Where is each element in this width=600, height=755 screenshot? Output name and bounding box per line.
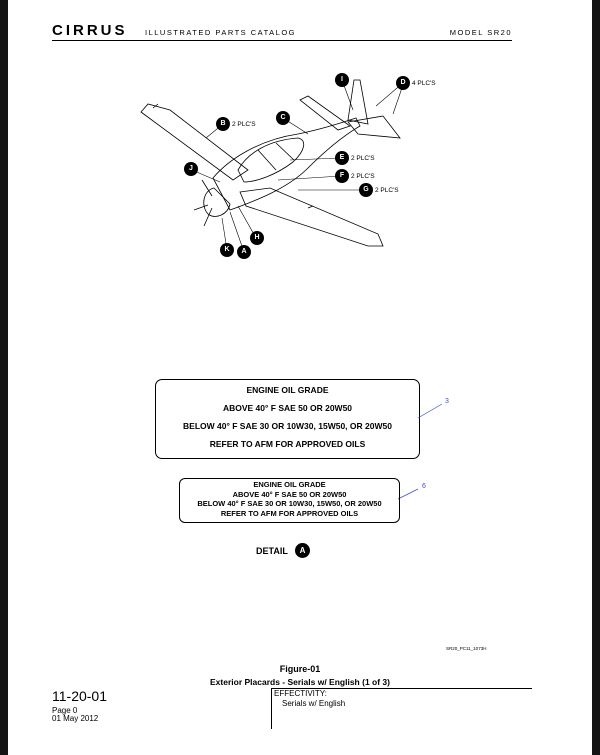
catalog-page xyxy=(8,0,592,755)
placard-large-line-3: BELOW 40° F SAE 30 OR 10W30, 15W50, OR 20W50 xyxy=(183,421,392,431)
placard-large-line-1: ENGINE OIL GRADE xyxy=(246,385,329,395)
callout-e: E xyxy=(335,151,349,165)
placard-large-line-4: REFER TO AFM FOR APPROVED OILS xyxy=(209,439,366,449)
callout-k: K xyxy=(220,243,234,257)
revision-date: 01 May 2012 xyxy=(52,714,99,723)
figure-title: Figure-01 xyxy=(279,664,321,674)
callout-f-qty: 2 PLC'S xyxy=(351,173,375,180)
placard-large-ref: 3 xyxy=(445,398,449,405)
oil-grade-placard-small xyxy=(179,478,400,523)
effectivity-label: EFFECTIVITY: xyxy=(274,689,327,698)
callout-c: C xyxy=(276,111,290,125)
detail-callout-a: A xyxy=(295,543,310,558)
callout-d-qty: 4 PLC'S xyxy=(412,80,436,87)
placard-small-line-1: ENGINE OIL GRADE xyxy=(253,480,326,489)
callout-g: G xyxy=(359,183,373,197)
detail-label: DETAIL xyxy=(256,546,288,556)
callout-g-qty: 2 PLC'S xyxy=(375,187,399,194)
callout-i: I xyxy=(335,73,349,87)
brand-name: CIRRUS xyxy=(52,22,128,39)
catalog-title: ILLUSTRATED PARTS CATALOG xyxy=(145,28,296,37)
effectivity-value: Serials w/ English xyxy=(282,699,346,708)
figure-subtitle: Exterior Placards - Serials w/ English (1 of 3) xyxy=(210,677,390,687)
left-border xyxy=(0,0,8,755)
placard-small-line-2: ABOVE 40° F SAE 50 OR 20W50 xyxy=(232,489,347,499)
placard-small-line-3: BELOW 40° F SAE 30 OR 10W30, 15W50, OR 20W50 xyxy=(197,499,382,508)
drawing-number: SR20_PC11_1073H xyxy=(446,646,487,651)
callout-f: F xyxy=(335,169,349,183)
effectivity-box xyxy=(271,688,532,729)
callout-d: D xyxy=(396,76,410,90)
callout-j: J xyxy=(184,162,198,176)
callout-h: H xyxy=(250,231,264,245)
page-number: Page 0 xyxy=(52,706,78,715)
callout-b: B xyxy=(216,117,230,131)
callout-b-qty: 2 PLC'S xyxy=(232,121,256,128)
model-label: MODEL SR20 xyxy=(449,28,512,37)
section-number: 11-20-01 xyxy=(52,688,108,704)
placard-large-line-2: ABOVE 40° F SAE 50 OR 20W50 xyxy=(222,403,353,413)
callout-e-qty: 2 PLC'S xyxy=(351,155,375,162)
right-border xyxy=(592,0,600,755)
reference-leaders xyxy=(8,0,592,755)
callout-a: A xyxy=(237,245,251,259)
placard-small-line-4: REFER TO AFM FOR APPROVED OILS xyxy=(220,508,359,518)
placard-small-ref: 6 xyxy=(422,483,426,490)
